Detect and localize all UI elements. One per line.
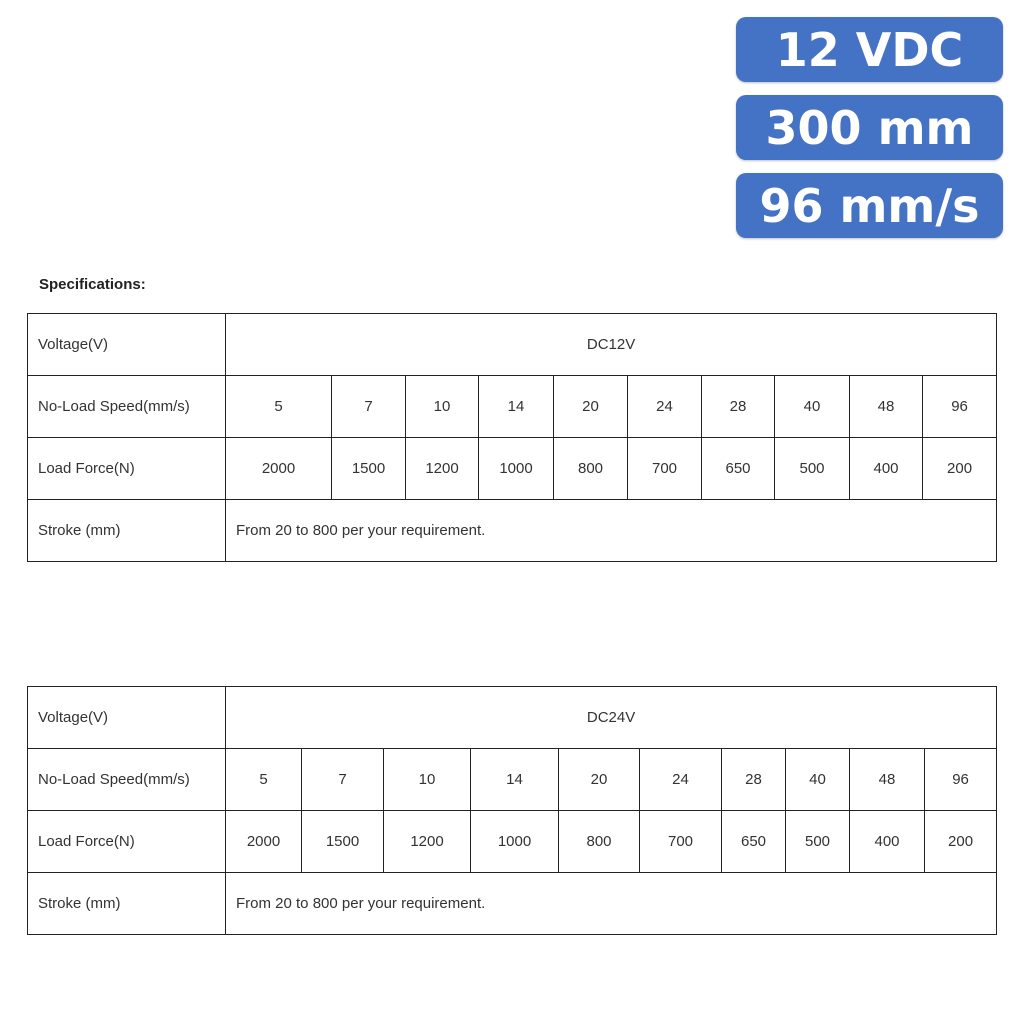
stroke-label: Stroke (mm) (28, 873, 226, 935)
speed-cell: 40 (775, 376, 850, 438)
force-cell: 650 (722, 811, 786, 873)
speed-label: No-Load Speed(mm/s) (28, 749, 226, 811)
table-row (28, 749, 997, 811)
voltage-label: Voltage(V) (28, 314, 226, 376)
speed-cell: 28 (722, 749, 786, 811)
force-cell: 1200 (406, 438, 479, 500)
force-cell: 200 (925, 811, 997, 873)
table-row (28, 687, 997, 749)
force-cell: 700 (628, 438, 702, 500)
force-cell: 800 (554, 438, 628, 500)
speed-cell: 5 (226, 376, 332, 438)
voltage-value: DC12V (226, 314, 997, 376)
speed-badge: 96 mm/s (736, 173, 1003, 238)
speed-cell: 14 (471, 749, 559, 811)
force-cell: 1500 (302, 811, 384, 873)
force-cell: 1200 (384, 811, 471, 873)
speed-cell: 7 (302, 749, 384, 811)
table-row (28, 500, 997, 562)
table-row (28, 873, 997, 935)
force-cell: 200 (923, 438, 997, 500)
spec-table-dc12v (27, 313, 997, 562)
force-cell: 650 (702, 438, 775, 500)
speed-cell: 20 (554, 376, 628, 438)
force-cell: 400 (850, 438, 923, 500)
force-cell: 1000 (471, 811, 559, 873)
force-label: Load Force(N) (28, 438, 226, 500)
speed-cell: 7 (332, 376, 406, 438)
force-cell: 2000 (226, 438, 332, 500)
speed-label: No-Load Speed(mm/s) (28, 376, 226, 438)
spec-badges (736, 17, 1003, 251)
force-cell: 500 (786, 811, 850, 873)
speed-cell: 10 (384, 749, 471, 811)
stroke-badge: 300 mm (736, 95, 1003, 160)
speed-cell: 48 (850, 376, 923, 438)
table-row (28, 376, 997, 438)
speed-cell: 48 (850, 749, 925, 811)
speed-cell: 96 (925, 749, 997, 811)
voltage-value: DC24V (226, 687, 997, 749)
specifications-heading: Specifications: (39, 276, 146, 293)
speed-cell: 40 (786, 749, 850, 811)
speed-cell: 28 (702, 376, 775, 438)
speed-cell: 20 (559, 749, 640, 811)
force-cell: 2000 (226, 811, 302, 873)
speed-cell: 10 (406, 376, 479, 438)
force-cell: 1500 (332, 438, 406, 500)
force-cell: 800 (559, 811, 640, 873)
speed-cell: 24 (628, 376, 702, 438)
force-label: Load Force(N) (28, 811, 226, 873)
voltage-label: Voltage(V) (28, 687, 226, 749)
speed-cell: 5 (226, 749, 302, 811)
table-row (28, 314, 997, 376)
force-cell: 1000 (479, 438, 554, 500)
stroke-value: From 20 to 800 per your requirement. (226, 873, 997, 935)
spec-table-dc24v (27, 686, 997, 935)
speed-cell: 96 (923, 376, 997, 438)
table-row (28, 438, 997, 500)
force-cell: 400 (850, 811, 925, 873)
voltage-badge: 12 VDC (736, 17, 1003, 82)
speed-cell: 24 (640, 749, 722, 811)
stroke-label: Stroke (mm) (28, 500, 226, 562)
force-cell: 700 (640, 811, 722, 873)
stroke-value: From 20 to 800 per your requirement. (226, 500, 997, 562)
force-cell: 500 (775, 438, 850, 500)
speed-cell: 14 (479, 376, 554, 438)
table-row (28, 811, 997, 873)
